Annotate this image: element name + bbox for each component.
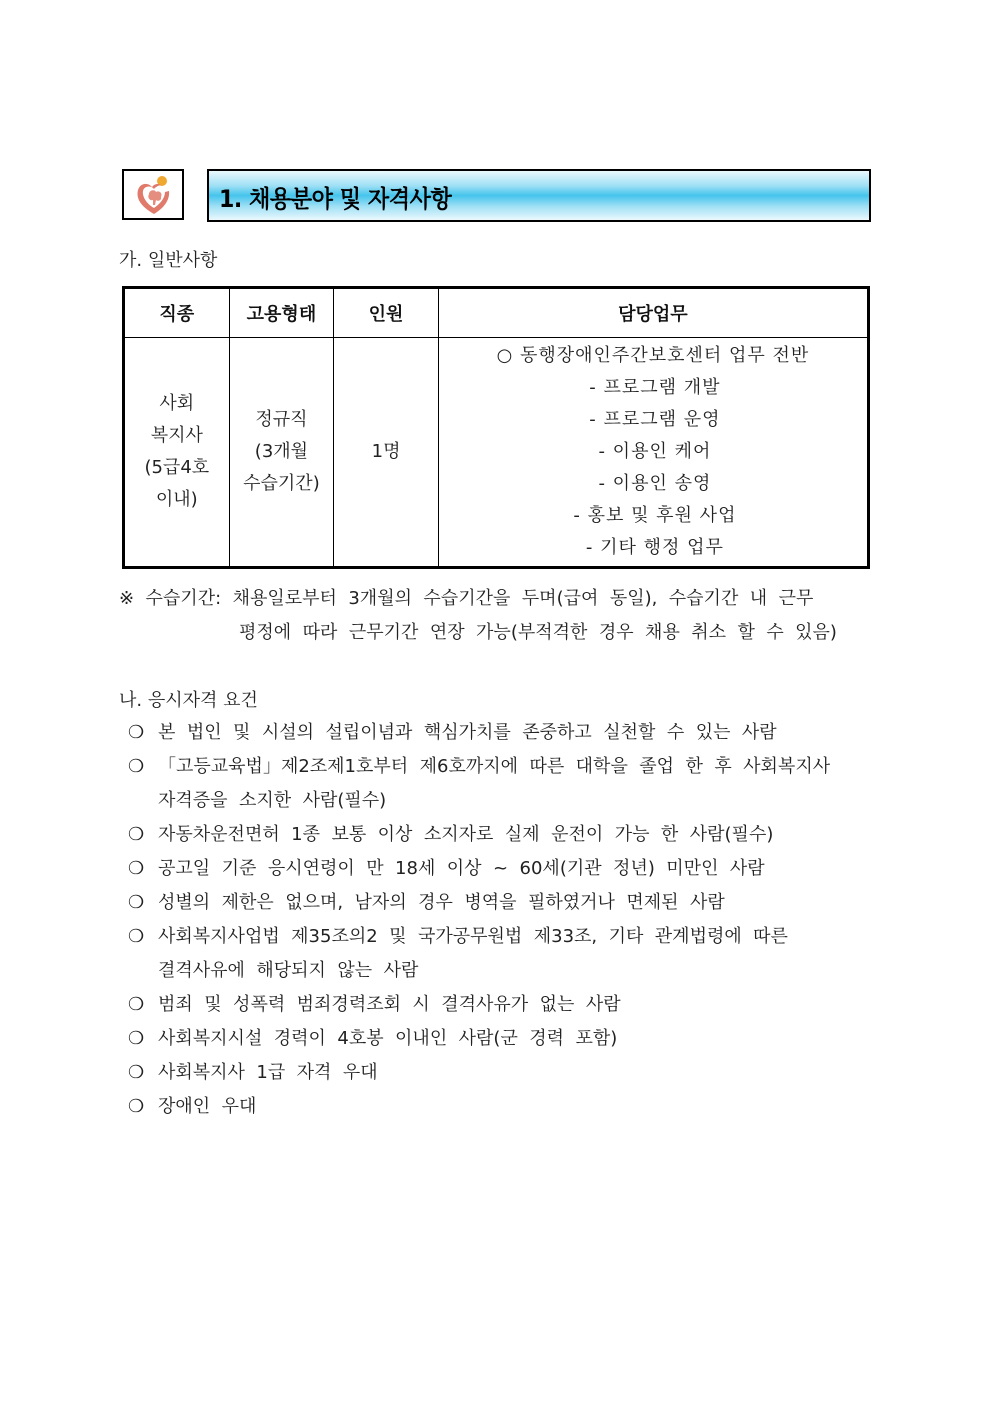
duty-item: - 프로그램 개발: [589, 377, 721, 398]
job-type-line: 사회: [159, 393, 195, 414]
job-type-line: (5급4호: [144, 457, 210, 478]
header-job-type: 직종: [124, 288, 230, 338]
duty-item: - 이용인 송영: [598, 473, 712, 494]
list-item: [128, 988, 888, 1022]
note-line: 평정에 따라 근무기간 연장 가능(부적격한 경우 채용 취소 할 수 있음): [239, 622, 837, 643]
job-table: [122, 286, 870, 569]
duty-item: - 이용인 케어: [598, 441, 712, 462]
cell-headcount: 1명: [334, 338, 439, 568]
page-title: 1. 채용분야 및 자격사항: [219, 185, 452, 213]
requirement-text: 사회복지시설 경력이 4호봉 이내인 사람(군 경력 포함): [158, 1028, 618, 1049]
cell-duties: [438, 338, 868, 568]
list-item: [128, 716, 888, 750]
list-item: [128, 886, 888, 920]
circle-bullet-icon: ❍: [128, 722, 145, 743]
employment-line: 정규직: [255, 409, 308, 430]
list-item: [128, 1056, 888, 1090]
list-item: [128, 1090, 888, 1124]
circle-bullet-icon: ❍: [128, 1028, 145, 1049]
requirement-text: 본 법인 및 시설의 설립이념과 핵심가치를 존중하고 실천할 수 있는 사람: [158, 722, 777, 743]
list-item: [128, 750, 888, 818]
circle-bullet-icon: ❍: [128, 892, 145, 913]
list-item: [128, 818, 888, 852]
duty-item: - 프로그램 운영: [589, 409, 721, 430]
requirement-text: 자격증을 소지한 사람(필수): [158, 790, 387, 811]
duty-item: - 홍보 및 후원 사업: [573, 505, 737, 526]
employment-line: 수습기간): [243, 473, 320, 494]
employment-line: (3개월: [254, 441, 309, 462]
requirements-list: [128, 716, 888, 1124]
circle-bullet-icon: ❍: [128, 756, 145, 777]
duty-main: ○ 동행장애인주간보호센터 업무 전반: [496, 345, 810, 366]
section-banner: [207, 169, 871, 222]
requirement-text: 결격사유에 해당되지 않는 사람: [158, 960, 419, 981]
list-item: [128, 1022, 888, 1056]
probation-note: [119, 582, 889, 650]
requirement-text: 공고일 기준 응시연령이 만 18세 이상 ~ 60세(기관 정년) 미만인 사람: [158, 858, 765, 879]
list-item: [128, 920, 888, 988]
header-employment-type: 고용형태: [229, 288, 334, 338]
circle-bullet-icon: ❍: [128, 994, 145, 1015]
requirement-text: 자동차운전면허 1종 보통 이상 소지자로 실제 운전이 가능 한 사람(필수): [158, 824, 774, 845]
heart-tree-logo-icon: [134, 174, 174, 218]
job-type-line: 복지사: [150, 425, 203, 446]
circle-bullet-icon: ❍: [128, 824, 145, 845]
logo-box: [122, 169, 184, 220]
requirement-text: 장애인 우대: [158, 1096, 257, 1117]
cell-job-type: [124, 338, 230, 568]
requirement-text: 사회복지사업법 제35조의2 및 국가공무원법 제33조, 기타 관계법령에 따른: [158, 926, 788, 947]
section-a-title: 가. 일반사항: [119, 250, 218, 271]
header-headcount: 인원: [334, 288, 439, 338]
table-header-row: [124, 288, 869, 338]
requirement-text: 사회복지사 1급 자격 우대: [158, 1062, 378, 1083]
note-line: ※ 수습기간: 채용일로부터 3개월의 수습기간을 두며(급여 동일), 수습기간 내 근무: [119, 588, 814, 609]
circle-bullet-icon: ❍: [128, 1062, 145, 1083]
requirement-text: 성별의 제한은 없으며, 남자의 경우 병역을 필하였거나 면제된 사람: [158, 892, 725, 913]
duty-item: - 기타 행정 업무: [585, 537, 724, 558]
table-row: [124, 338, 869, 568]
requirement-text: 범죄 및 성폭력 범죄경력조회 시 결격사유가 없는 사람: [158, 994, 621, 1015]
circle-bullet-icon: ❍: [128, 926, 145, 947]
requirement-text: 「고등교육법」제2조제1호부터 제6호까지에 따른 대학을 졸업 한 후 사회복지사: [158, 756, 831, 777]
header-duties: 담당업무: [438, 288, 868, 338]
job-type-line: 이내): [155, 489, 198, 510]
circle-bullet-icon: ❍: [128, 858, 145, 879]
circle-bullet-icon: ❍: [128, 1096, 145, 1117]
list-item: [128, 852, 888, 886]
cell-employment-type: [229, 338, 334, 568]
section-b-title: 나. 응시자격 요건: [119, 690, 258, 711]
